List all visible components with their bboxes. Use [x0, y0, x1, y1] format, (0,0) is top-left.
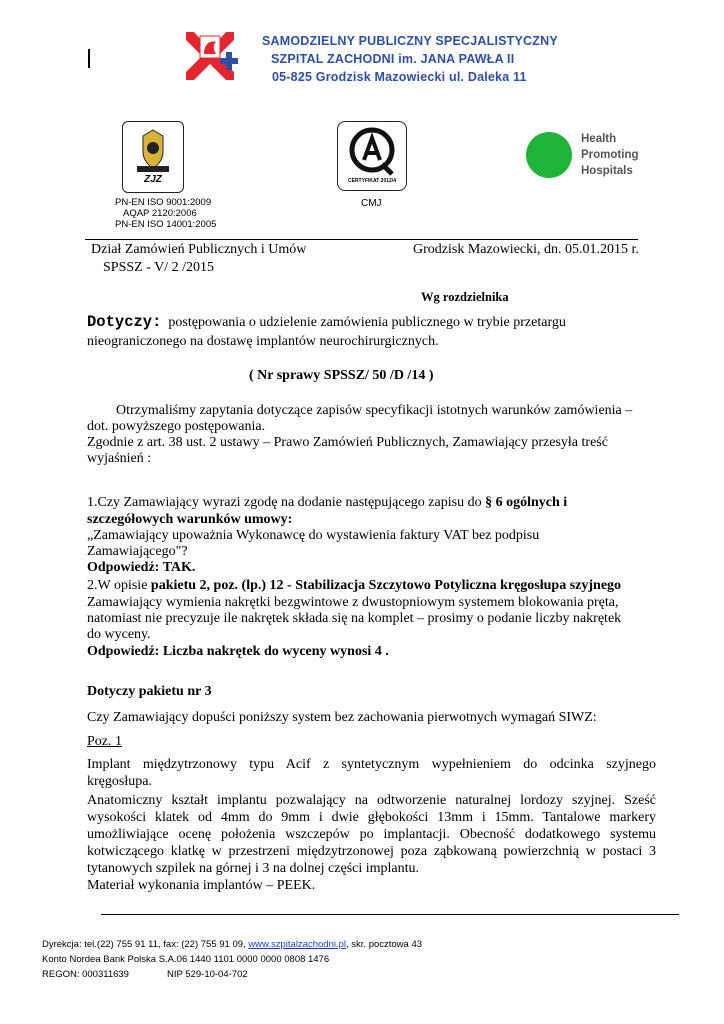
city-date: Grodzisk Mazowiecki, dn. 05.01.2015 r.: [413, 242, 639, 257]
department: Dział Zamówień Publicznych i Umów: [91, 242, 307, 257]
footer-bank-account: Konto Nordea Bank Polska S.A.06 1440 1101 0000 0000 0808 1476: [42, 954, 330, 965]
footer-website-link[interactable]: www.szpitalzachodni.pl: [248, 939, 346, 950]
q2-line-4: do wyceny.: [87, 627, 151, 642]
text-cursor-mark: [88, 49, 90, 68]
q1-prefix: 1.Czy Zamawiający wyrazi zgodę na dodanie następującego zapisu do: [87, 495, 486, 510]
hospital-name-line1: SAMODZIELNY PUBLICZNY SPECJALISTYCZNY: [262, 34, 558, 48]
package3-heading: Dotyczy pakietu nr 3: [87, 684, 212, 699]
q1-answer: Odpowiedź: TAK.: [87, 560, 196, 575]
q1-bold-2: szczegółowych warunków umowy:: [87, 512, 293, 527]
footer-po-box: , skr. pocztowa 43: [346, 939, 423, 950]
hph-line-2: Promoting: [581, 149, 639, 161]
footer-divider: [101, 914, 679, 915]
subject-text-1: postępowania o udzielenie zamówienia publicznego w trybie przetargu: [168, 315, 566, 330]
iso-line-1: PN-EN ISO 9001:2009: [115, 197, 212, 208]
p2-line-5: tytanowych szpilek na górnej i 3 na dolnej części implantu.: [87, 861, 420, 876]
intro-line-1: Otrzymaliśmy zapytania dotyczące zapisów specyfikacji istotnych warunków zamówienia –: [116, 403, 633, 418]
cmj-cert-logo: [337, 121, 407, 191]
subject-text-2: nieograniczonego na dostawę implantów neurochirurgicznych.: [87, 334, 439, 349]
hospital-name-line2: SZPITAL ZACHODNI im. JANA PAWŁA II: [271, 52, 515, 66]
q1-quote-1: „Zamawiający upoważnia Wykonawcę do wystawienia faktury VAT bez podpisu: [87, 528, 540, 543]
hph-line-1: Health: [581, 133, 617, 145]
footer-line-1: [42, 937, 422, 952]
iso-line-2: AQAP 2120:2006: [123, 208, 197, 219]
q1-line-1: [87, 494, 567, 511]
hph-line-3: Hospitals: [581, 165, 633, 177]
subject-line-1: [87, 313, 566, 331]
p2-line-1: Anatomiczny kształt implantu pozwalający na odtworzenie naturalnej lordozy szyjnej. Sześć: [87, 793, 656, 808]
case-number: ( Nr sprawy SPSSZ/ 50 /D /14 ): [249, 368, 434, 383]
cmj-cert-text: CERTYFIKAT 2012/4: [348, 178, 396, 184]
package3-paragraph-3: Materiał wykonania implantów – PEEK.: [87, 878, 316, 893]
package3-paragraph-2: [87, 792, 656, 877]
iso-line-3: PN-EN ISO 14001:2005: [115, 219, 217, 230]
q1-bold-1: § 6 ogólnych i: [485, 495, 568, 510]
q2-bold: pakietu 2, poz. (lp.) 12 - Stabilizacja Szczytowo Potyliczna kręgosłupa szyjnego: [150, 578, 622, 593]
subject-label: Dotyczy:: [87, 313, 162, 331]
reference-number: SPSSZ - V/ 2 /2015: [103, 260, 214, 275]
intro-line-4: wyjaśnień :: [87, 451, 152, 466]
package3-poz: Poz. 1: [87, 734, 122, 749]
q2-answer: Odpowiedź: Liczba nakrętek do wyceny wynosi 4 .: [87, 644, 389, 659]
q1-quote-2: Zamawiającego"?: [87, 544, 188, 559]
zjz-label: ZJZ: [144, 174, 162, 185]
distribution-note: Wg rozdzielnika: [421, 290, 509, 304]
zjz-cert-logo: [122, 121, 184, 193]
p2-line-3: umożliwiające ocenę położenia wszczepów po implantacji. Obecność dodatkowego systemu: [87, 827, 656, 842]
hph-green-dot-icon: [526, 132, 572, 178]
intro-line-3: Zgodnie z art. 38 ust. 2 ustawy – Prawo Zamówień Publicznych, Zamawiający przesyła treść: [87, 435, 608, 450]
p2-line-2: wysokości klatek od 4mm do 9mm i dwie głębokości 13mm i 15mm. Tantalowe markery: [87, 810, 656, 825]
footer-regon: REGON: 000311639: [42, 969, 129, 980]
q2-line-3: natomiast nie precyzuje ile nakrętek składa się na komplet – prosimy o podanie liczby nakrętek: [87, 611, 622, 626]
header-divider: [85, 239, 638, 240]
p2-line-4: kotwiczącego klatkę w przestrzeni międzytrzonowej poza ząbkowaną powierzchnią w postaci 3: [87, 844, 656, 859]
hospital-logo: [180, 28, 240, 84]
p1-line-2: kręgosłupa.: [87, 774, 152, 789]
cmj-label: CMJ: [361, 198, 382, 209]
q2-line-2: Zamawiający wymienia nakrętki bezgwintowe z dwustopniowym systemem blokowania pręta,: [87, 595, 619, 610]
footer-contact: Dyrekcja: tel.(22) 755 91 11, fax: (22) 755 91 09,: [42, 939, 249, 950]
q2-prefix: 2.W opisie: [87, 578, 151, 593]
p1-line-1: Implant międzytrzonowy typu Acif z syntetycznym wypełnieniem do odcinka szyjnego: [87, 757, 656, 772]
package3-question: Czy Zamawiający dopuści poniższy system bez zachowania pierwotnych wymagań SIWZ:: [87, 710, 597, 725]
intro-line-2: dot. powyższego postępowania.: [87, 419, 266, 434]
hph-label: [581, 131, 639, 179]
package3-paragraph-1: [87, 756, 656, 790]
iso-standards: [115, 197, 216, 230]
footer-nip: NIP 529-10-04-702: [167, 969, 248, 980]
hospital-address: 05-825 Grodzisk Mazowiecki ul. Daleka 11: [272, 70, 527, 84]
q2-line-1: [87, 577, 621, 594]
